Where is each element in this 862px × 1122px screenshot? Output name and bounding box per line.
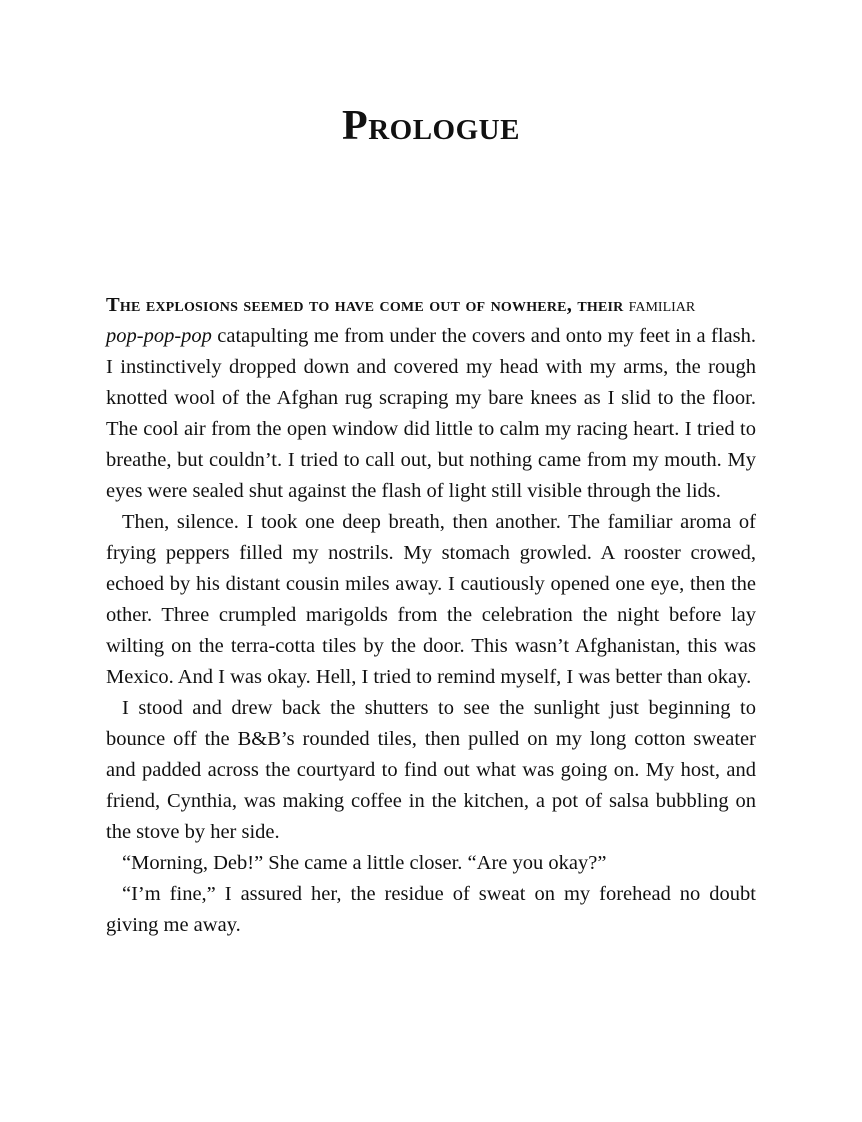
paragraph-1-text: catapulting me from under the covers and onto my feet in a flash. I instinctively dropped down and covered my head with my arms, the rough knotted wool of the Afghan rug scraping my bare knees as I slid to the floor. The cool air from the open window did little to calm my racing heart. I tried to breathe, but couldn’t. I tried to call out, but nothing came from my mouth. My eyes were sealed shut against the flash of light still visible through the lids. xyxy=(106,325,756,502)
paragraph-2: Then, silence. I took one deep breath, then another. The familiar aroma of frying peppers filled my nostrils. My stomach growled. A rooster crowed, echoed by his distant cousin miles away. I cautiously opened one eye, then the other. Three crumpled marigolds from the celebration the night before lay wilting on the terra-cotta tiles by the door. This wasn’t Afghanistan, this was Mexico. And I was okay. Hell, I tried to remind myself, I was better than okay. xyxy=(106,511,756,688)
paragraph-4: “Morning, Deb!” She came a little closer. “Are you okay?” xyxy=(122,852,607,874)
paragraph-5: “I’m fine,” I assured her, the residue of sweat on my forehead no doubt giving me away. xyxy=(106,883,756,936)
paragraph-3: I stood and drew back the shutters to see the sunlight just beginning to bounce off the B&B’s rounded tiles, then pulled on my long cotton sweater and padded across the courtyard to find out what was going on. My host, and friend, Cynthia, was making coffee in the kitchen, a pot of salsa bubbling on the stove by her side. xyxy=(106,697,756,843)
chapter-title: Prologue xyxy=(342,103,520,149)
chapter-body xyxy=(106,290,756,941)
lead-in-small-caps-light: familiar xyxy=(623,294,696,316)
paragraph-1 xyxy=(106,290,756,507)
lead-in-small-caps: The explosions seemed to have come out of nowhere, their xyxy=(106,294,624,316)
italic-phrase: pop-pop-pop xyxy=(106,325,212,347)
